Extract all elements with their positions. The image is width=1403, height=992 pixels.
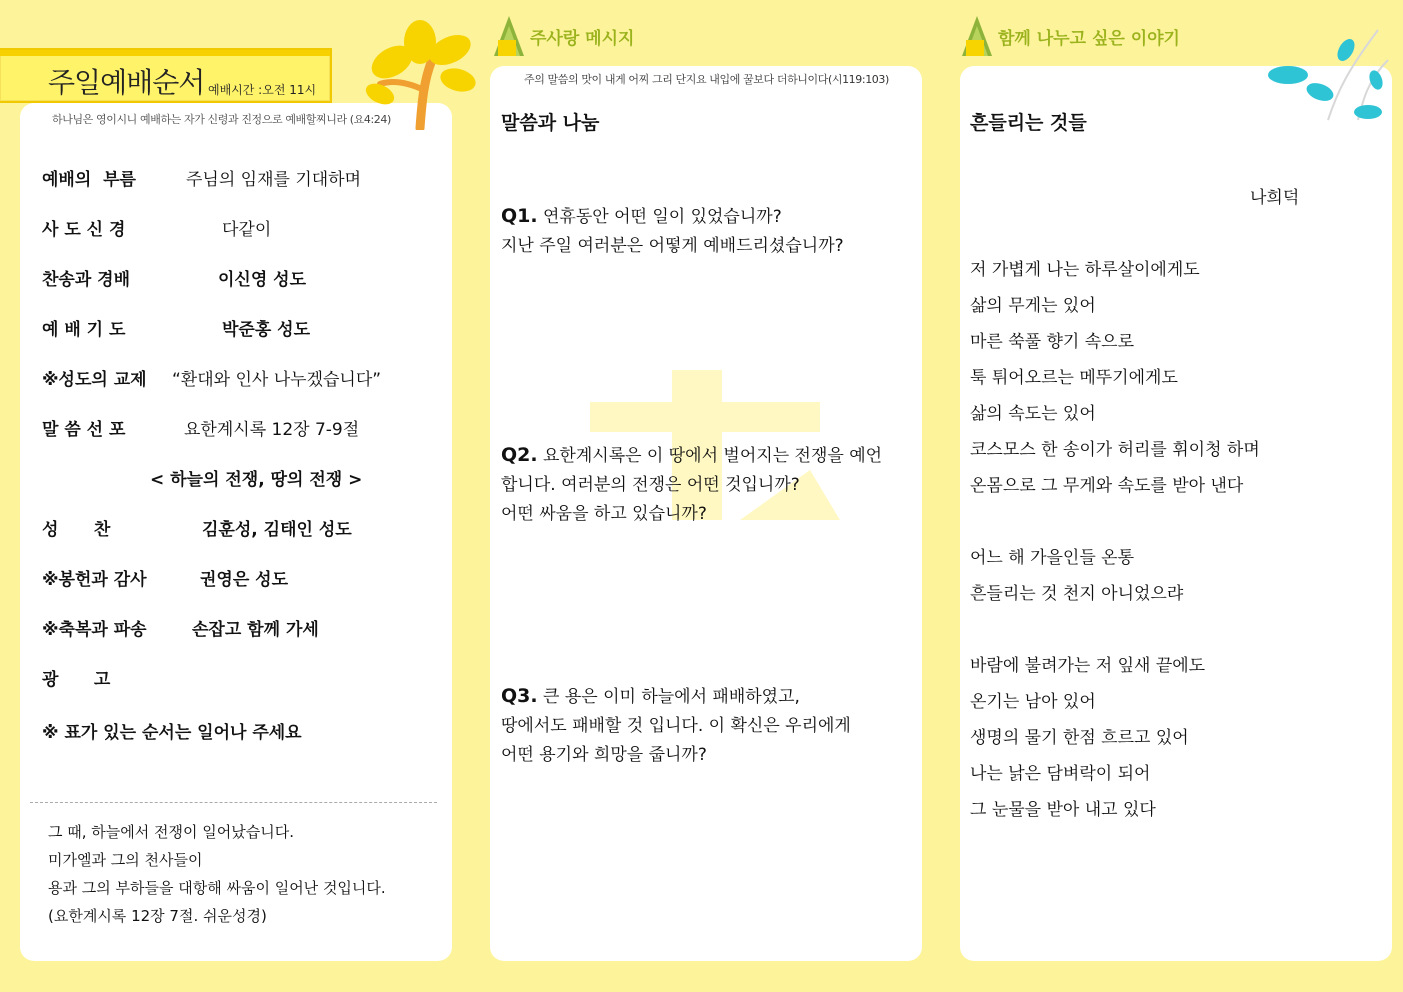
poem-line: 생명의 물기 한점 흐르고 있어 xyxy=(970,728,1189,748)
order-item-offering: ※봉헌과 감사 xyxy=(42,570,147,590)
question-line: 큰 용은 이미 하늘에서 패배하였고, xyxy=(543,687,800,707)
order-value-prayer: 박준홍 성도 xyxy=(222,320,311,340)
scripture-line: 그 때, 하늘에서 전쟁이 일어났습니다. xyxy=(48,823,294,841)
question-line: 요한계시록은 이 땅에서 벌어지는 전쟁을 예언 xyxy=(543,446,883,466)
poem-line xyxy=(970,504,1260,540)
question-label: Q3. xyxy=(501,685,538,707)
order-value-communion: 김훈성, 김태인 성도 xyxy=(202,520,352,540)
poem-line: 바람에 불려가는 저 잎새 끝에도 xyxy=(970,656,1206,676)
poem-line: 툭 튀어오르는 메뚜기에게도 xyxy=(970,368,1178,388)
order-item-prayer: 예 배 기 도 xyxy=(42,320,126,340)
message-header xyxy=(492,14,634,58)
question-1 xyxy=(501,202,901,261)
question-line: 연휴동안 어떤 일이 있었습니까? xyxy=(543,207,782,227)
order-item-benediction: ※축복과 파송 xyxy=(42,620,147,640)
order-value-praise: 이신영 성도 xyxy=(218,270,307,290)
poem-line: 마른 쑥풀 향기 속으로 xyxy=(970,332,1135,352)
order-item-creed: 사 도 신 경 xyxy=(42,220,126,240)
poem-line: 온몸으로 그 무게와 속도를 받아 낸다 xyxy=(970,476,1244,496)
story-header-label: 함께 나누고 싶은 이야기 xyxy=(998,28,1180,49)
sermon-title: < 하늘의 전쟁, 땅의 전쟁 > xyxy=(150,470,363,490)
order-item-fellowship: ※성도의 교제 xyxy=(42,370,147,390)
poem-line: 저 가볍게 나는 하루살이에게도 xyxy=(970,260,1200,280)
story-header xyxy=(960,14,1180,58)
order-value-fellowship: “환대와 인사 나누겠습니다” xyxy=(172,370,382,390)
message-header-label: 주사랑 메시지 xyxy=(530,28,635,49)
order-item-call: 예배의 부름 xyxy=(42,170,136,190)
question-line: 땅에서도 패배할 것 입니다. 이 확신은 우리에게 xyxy=(501,716,851,736)
order-value-call: 주님의 임재를 기대하며 xyxy=(186,170,362,190)
floral-decoration-icon xyxy=(1268,20,1393,130)
question-label: Q1. xyxy=(501,205,538,227)
poem-line: 흔들리는 것 천지 아니었으랴 xyxy=(970,584,1184,604)
question-2 xyxy=(501,441,901,529)
worship-verse: 하나님은 영이시니 예배하는 자가 신령과 진정으로 예배할찌니라 (요4:24) xyxy=(52,113,391,126)
scripture-line: 미가엘과 그의 천사들이 xyxy=(48,851,203,869)
message-title: 말씀과 나눔 xyxy=(501,112,600,134)
order-value-benediction: 손잡고 함께 가세 xyxy=(192,620,319,640)
order-value-offering: 권영은 성도 xyxy=(200,570,289,590)
poem-line: 어느 해 가을인들 온통 xyxy=(970,548,1135,568)
order-item-praise: 찬송과 경배 xyxy=(42,270,131,290)
scripture-line: 용과 그의 부하들을 대항해 싸움이 일어난 것입니다. xyxy=(48,879,386,897)
question-line: 어떤 용기와 희망을 줍니까? xyxy=(501,745,707,765)
divider xyxy=(30,802,437,803)
page-title: 주일예배순서 xyxy=(48,66,205,99)
poem-body xyxy=(970,252,1260,828)
order-item-sermon: 말 씀 선 포 xyxy=(42,420,126,440)
tree-leaf-icon xyxy=(362,20,482,130)
order-item-communion: 성 찬 xyxy=(42,520,111,540)
poem-line: 삶의 속도는 있어 xyxy=(970,404,1096,424)
question-line: 합니다. 여러분의 전쟁은 어떤 것입니까? xyxy=(501,475,800,495)
question-label: Q2. xyxy=(501,444,538,466)
standing-note: ※ 표가 있는 순서는 일어나 주세요 xyxy=(42,723,302,743)
message-subverse: 주의 말씀의 맛이 내게 어찌 그리 단지요 내입에 꿀보다 더하니이다(시119:103) xyxy=(524,73,889,86)
book-icon xyxy=(492,14,526,58)
scripture-line: (요한계시록 12장 7절. 쉬운성경) xyxy=(48,907,267,925)
service-time: 예배시간 :오전 11시 xyxy=(208,83,317,97)
question-line: 어떤 싸움을 하고 있습니까? xyxy=(501,504,707,524)
scripture-quote xyxy=(48,818,386,930)
poem-line: 삶의 무게는 있어 xyxy=(970,296,1096,316)
poem-title: 흔들리는 것들 xyxy=(970,112,1087,134)
order-value-creed: 다같이 xyxy=(222,220,272,240)
poem-line: 그 눈물을 받아 내고 있다 xyxy=(970,800,1156,820)
poem-author: 나희덕 xyxy=(1250,188,1300,208)
poem-line: 온기는 남아 있어 xyxy=(970,692,1096,712)
poem-line xyxy=(970,612,1260,648)
poem-line: 나는 낡은 담벼락이 되어 xyxy=(970,764,1151,784)
poem-line: 코스모스 한 송이가 허리를 휘이청 하며 xyxy=(970,440,1260,460)
order-value-sermon: 요한계시록 12장 7-9절 xyxy=(184,420,360,440)
order-item-announcements: 광 고 xyxy=(42,670,111,690)
question-3 xyxy=(501,682,901,770)
book-icon xyxy=(960,14,994,58)
question-line: 지난 주일 여러분은 어떻게 예배드리셨습니까? xyxy=(501,236,844,256)
